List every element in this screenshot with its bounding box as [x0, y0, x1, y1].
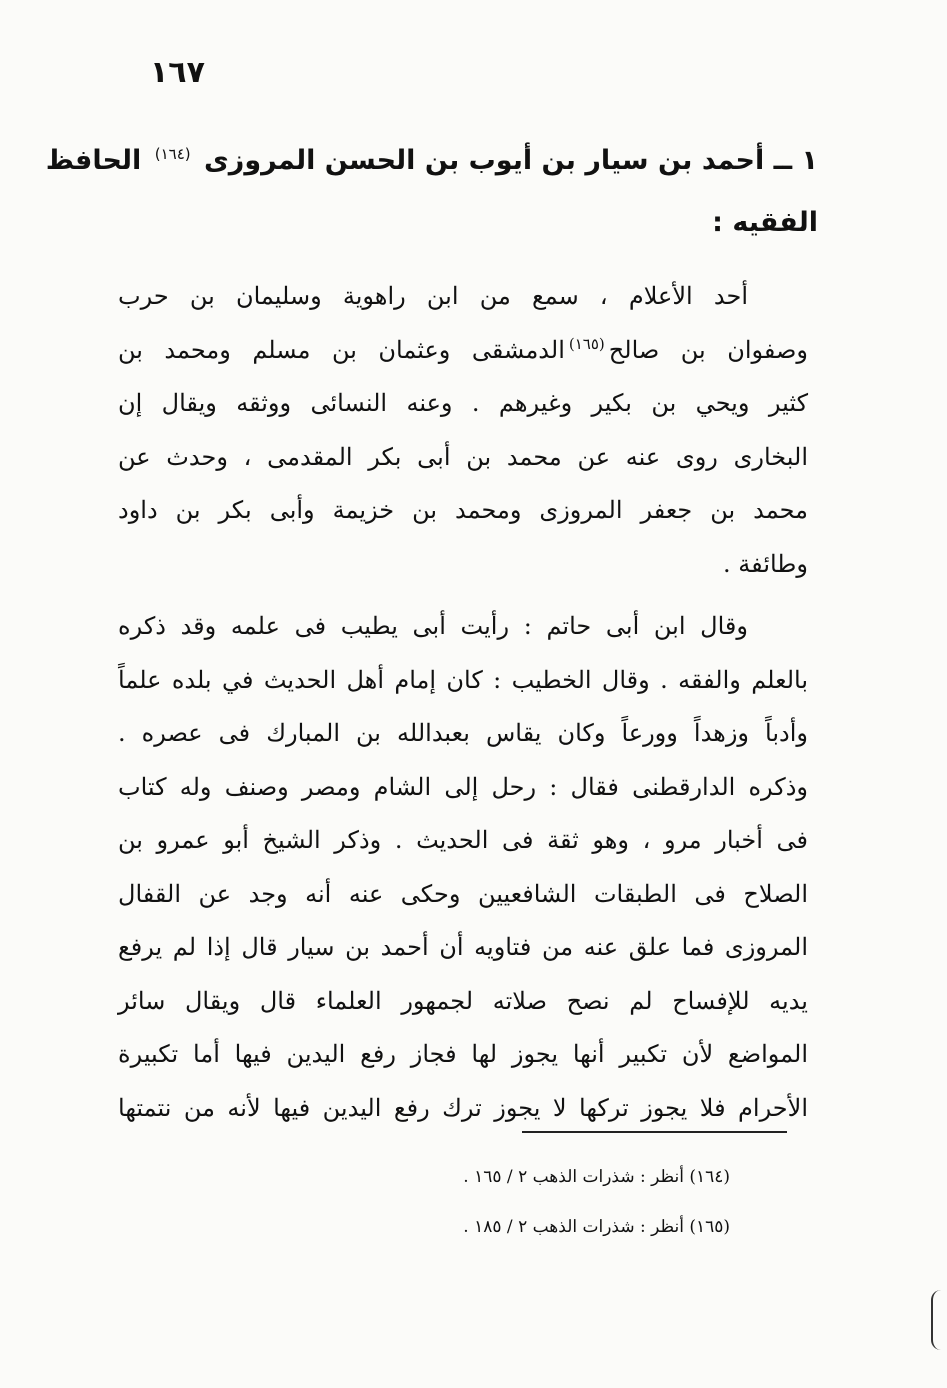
page-number: ١٦٧: [150, 55, 205, 90]
text-line: وذكره الدارقطنى فقال : رحل إلى الشام ومصر وصنف وله كتاب: [118, 772, 808, 801]
footnote-ref-165: (١٦٥): [568, 334, 605, 353]
text-line: وطائفة .: [723, 549, 808, 578]
paragraph-1: [118, 270, 808, 591]
text-line: وصفوان بن صالح$^{(١٦٥)}$الدمشقى وعثمان بن مسلم ومحمد بن: [118, 334, 808, 364]
heading-line-2: الفقيه :: [712, 207, 818, 238]
text-line: المواضع لأن تكبير أنها يجوز لها فجاز رفع اليدين فيها أما تكبيرة: [118, 1040, 808, 1068]
text-line: أحد الأعلام ، سمع من ابن راهوية وسليمان بن حرب: [118, 282, 748, 310]
text-line: بالعلم والفقه . وقال الخطيب : كان إمام أهل الحديث في بلده علماً: [118, 665, 808, 694]
footnote-165: (١٦٥) أنظر : شذرات الذهب ٢ / ١٨٥ .: [463, 1217, 730, 1237]
entry-name: أحمد بن سيار بن أيوب بن الحسن المروزى: [204, 145, 765, 176]
entry-number: ١: [801, 145, 818, 176]
paragraph-2: [118, 600, 808, 1135]
heading-line-1: ١ ــ أحمد بن سيار بن أيوب بن الحسن المروزى $^{(١٦٤)}$ الحافظ: [45, 145, 818, 176]
footnote-ref-164: (١٦٤): [154, 145, 191, 163]
text-line: الأحرام فلا يجوز تركها لا يجوز ترك رفع اليدين فيها لأنه من نتمتها: [118, 1093, 808, 1122]
text-line: فى أخبار مرو ، وهو ثقة فى الحديث . وذكر الشيخ أبو عمرو بن: [118, 826, 808, 854]
text-line: المروزى فما علق عنه من فتاويه أن أحمد بن سيار قال إذا لم يرفع: [118, 933, 808, 961]
text-line: يديه للإفساح لم نصح صلاته لجمهور العلماء قال ويقال سائر: [118, 986, 808, 1015]
page-edge-mark: [931, 1290, 947, 1350]
footnote-separator: [522, 1131, 787, 1133]
entry-title-word: الحافظ: [45, 145, 142, 176]
text-line: البخارى روى عنه عن محمد بن أبى بكر المقدمى ، وحدث عن: [118, 442, 808, 471]
footnote-164: (١٦٤) أنظر : شذرات الذهب ٢ / ١٦٥ .: [463, 1167, 730, 1187]
footnotes: [380, 1152, 730, 1252]
text-line: كثير ويحي بن بكير وغيرهم . وعنه النسائى ووثقه ويقال إن: [118, 389, 808, 417]
entry-heading: [45, 130, 818, 254]
text-line: الصلاح فى الطبقات الشافعيين وحكى عنه أنه وجد عن القفال: [118, 879, 808, 908]
text-line: وقال ابن أبى حاتم : رأيت أبى يطيب فى علمه وقد ذكره: [118, 612, 748, 640]
text-line: محمد بن جعفر المروزى ومحمد بن خزيمة وأبى بكر بن داود: [118, 496, 808, 524]
text-line: وأدباً وزهداً وورعاً وكان يقاس بعبدالله بن المبارك فى عصره .: [118, 719, 808, 747]
